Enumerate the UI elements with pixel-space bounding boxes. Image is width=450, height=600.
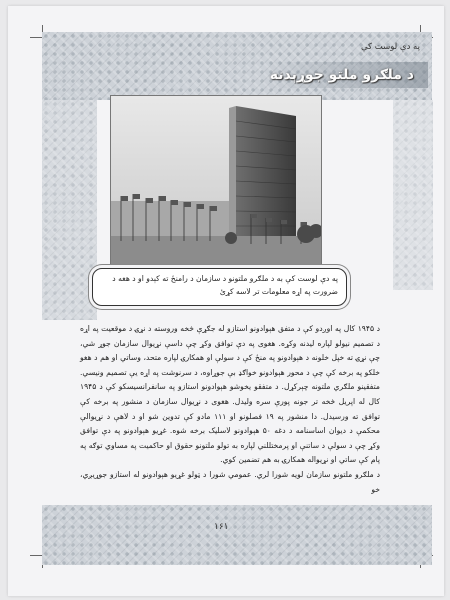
left-pattern-band	[42, 100, 97, 320]
footer-pattern-band	[42, 505, 432, 565]
right-pattern-band	[393, 100, 433, 290]
lesson-intro-callout: په دې لوست کې به د ملګرو ملتونو د سازمان د رامنځ ته کېدو او د هغه د ضرورت په اړه معلومات تر لاسه کړئ	[92, 268, 347, 306]
paragraph: د ۱۹۴۵ کال په اوږدو کې د متفق هېوادونو استازو له جګړې څخه وروسته د نړۍ د موقعیت په اړه د تصمیم نیولو لپاره لیدنه وکړه. هغوی په دې توافق وکړ چې داسې نړیوال سازمان جوړ شي، چې نړۍ ته خپل خلونه د هېوادونو په منځ کې د سولې او همکارۍ لپاره متحد، وساتي او هم د هغو خلکو په برخه کې چې د محور هېوادونو خواګډ بې جوړاوه، د سرنوشت په اړه یې تصمیم ونیسي. متفقینو ملګري ملتونه چېرکړل. د متفقو یخوشو هېوادونو استازو په سانفرانسیسکو کې د ۱۹۴۵ کال له اپریل څخه تر جونه پورې سره ولیدل. هغوی د نړیوال سازمان د منشور په برخه کې توافق ته ورسیدل. دا منشور په ۱۹ فصلونو او ۱۱۱ مادو کې تدوین شو او د لاهې د نړیوالې محکمې د دیوان اساسنامه د دغه ۵۰ هېوادونو لاسلیک برخه شوه. غړیو هېوادونو په دې توافق وکړ چې د سولې د ساتنې او پرمختللني لپاره به تولو ملتونو حقوق او حاکمیت په مساوي توګه په پام کې ساتي او نړیواله همکارۍ به هم تضمین کوي.	[80, 324, 380, 465]
un-headquarters-photo	[110, 95, 322, 267]
page-number: ۱۶۱	[214, 522, 229, 532]
paragraph: د ملګرو ملتونو سازمان لویه شورا لري. عمومي شورا د ټولو غړیو هېوادونو له استازو جوړیږي، خو	[80, 469, 380, 494]
page-title: د ملګرو ملتو جوړېدنه	[260, 62, 428, 88]
body-text	[80, 322, 380, 497]
chapter-label: په دې لوست کې	[360, 42, 420, 52]
